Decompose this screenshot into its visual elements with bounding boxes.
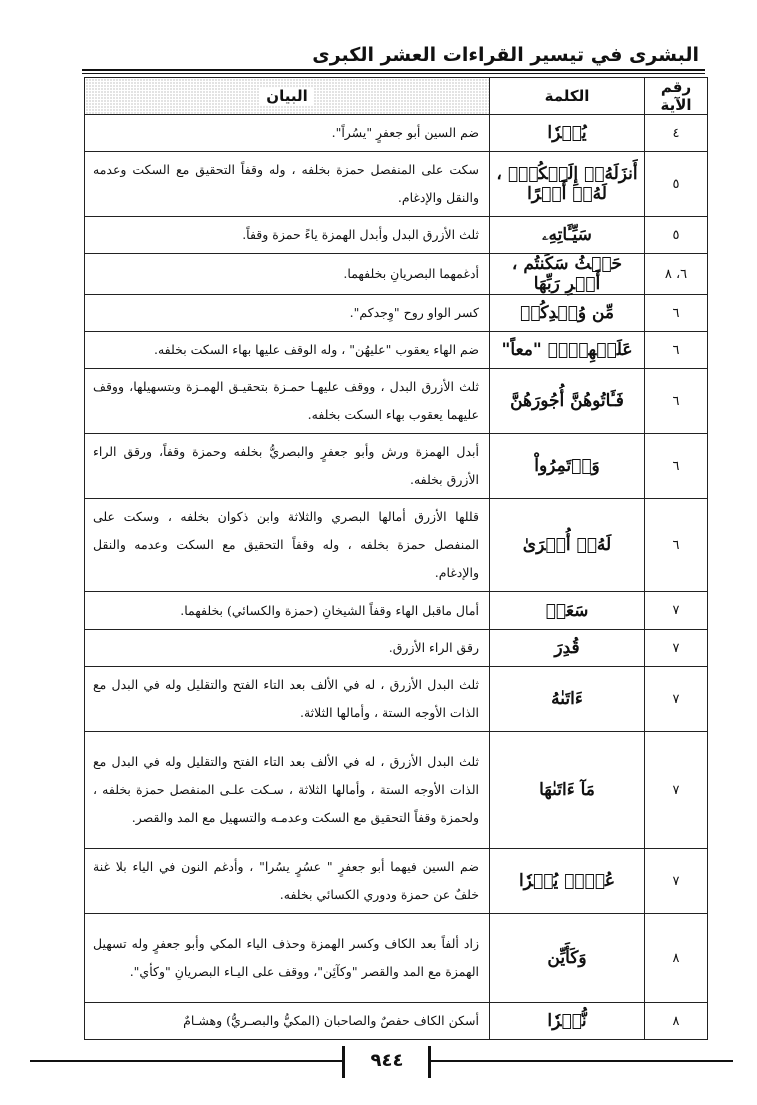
header-rule-thin [82,73,705,74]
column-header-word: الكلمة [490,78,645,115]
ayah-number: ٦ [645,499,708,592]
table-row [85,667,708,732]
quran-word: سَيِّـَٔاتِهِۦ [490,217,645,254]
reading-note: قللها الأزرق أمالها البصري والثلاثة وابن ذكوان بخلفه ، وسكت على المنفصل حمزة بخلفه ، وله وقفاً التحقيق مع السكت وعدمه والنقل والإدغام. [85,499,490,592]
ayah-number: ٤ [645,115,708,152]
header-rule-thick [82,69,705,71]
running-header-title: البشرى في تيسير القراءات العشر الكبرى [312,44,699,66]
table-row [85,254,708,295]
readings-table [84,77,708,1040]
quran-word: عُسۡرٖ يُسۡرٗا [490,849,645,914]
reading-note: كسر الواو روح "وِجدكم". [85,295,490,332]
column-header-ayah: رقم الآية [645,78,708,115]
quran-word: مِّن وُجۡدِكُمۡ [490,295,645,332]
reading-note: ثلث البدل الأزرق ، له في الألف بعد التاء الفتح والتقليل وله في البدل مع الذات الأوجه الستة ، وأمالها الثلاثة ، سـكت علـى المنفصل حمزة بخلفه ، ولحمزة وقفاً التحقيق مع السكت وعدمـه والتسهيل مع المد والقصر. [85,732,490,849]
reading-note: ثلث الأزرق البدل ، ووقف عليهـا حمـزة بتحقيـق الهمـزة وبتسهيلها، ووقف عليهما يعقوب بهاء السكت بخلفه. [85,369,490,434]
reading-note: ثلث الأزرق البدل وأبدل الهمزة ياءً حمزة وقفاً. [85,217,490,254]
quran-word: حَيۡثُ سَكَنتُم ، أَمۡرِ رَبِّهَا [490,254,645,295]
quran-word: عَلَيۡهِنَّۚ "معاً" [490,332,645,369]
table-row [85,434,708,499]
reading-note: ضم السين أبو جعفرٍ "يسُراً". [85,115,490,152]
quran-word: وَأۡتَمِرُواْ [490,434,645,499]
quran-word: نُّكۡرٗا [490,1003,645,1040]
reading-note: رقق الراء الأزرق. [85,630,490,667]
table-row [85,630,708,667]
table-row [85,914,708,1003]
page-number: ٩٤٤ [370,1050,404,1071]
column-header-note [85,78,490,115]
table-row [85,1003,708,1040]
ayah-number: ٦ [645,295,708,332]
reading-note: أبدل الهمزة ورش وأبو جعفرٍ والبصريُّ بخلفه وحمزة وقفاً، ورقق الراء الأزرق بخلفه. [85,434,490,499]
quran-word: مَآ ءَاتَىٰهَا [490,732,645,849]
quran-word: أَنزَلَهُۥٓ إِلَيۡكُمۡۚ ، لَهُۥٓ أَجۡرًا [490,152,645,217]
footer-bar-left [342,1046,345,1078]
quran-word: وَكَأَيِّن [490,914,645,1003]
reading-note: سكت على المنفصل حمزة بخلفه ، وله وقفاً التحقيق مع السكت وعدمه والنقل والإدغام. [85,152,490,217]
footer-rule-right [430,1060,733,1062]
ayah-number: ٧ [645,592,708,630]
reading-note: أسكن الكاف حفصٌ والصاحبان (المكيُّ والبصـريُّ) وهشـامٌ [85,1003,490,1040]
quran-word: سَعَةٖ [490,592,645,630]
ayah-number: ٧ [645,849,708,914]
ayah-number: ٦ [645,434,708,499]
quran-word: قُدِرَ [490,630,645,667]
ayah-number: ٥ [645,152,708,217]
table-row [85,499,708,592]
reading-note: أدغمهما البصريانِ بخلفهما. [85,254,490,295]
table-row [85,592,708,630]
ayah-number: ٦، ٨ [645,254,708,295]
quran-word: يُسۡرٗا [490,115,645,152]
ayah-number: ٥ [645,217,708,254]
footer-rule-left [30,1060,344,1062]
footer-bar-right [428,1046,431,1078]
reading-note: ضم السين فيهما أبو جعفرٍ " عسُرٍ يسُرا" ، وأدغم النون في الياء بلا غنة خلفٌ عن حمزة ودوري الكسائي بخلفه. [85,849,490,914]
table-row [85,217,708,254]
ayah-number: ٧ [645,667,708,732]
table-row [85,152,708,217]
reading-note: زاد ألفاً بعد الكاف وكسر الهمزة وحذف الياء المكي وأبو جعفرٍ وله تسهيل الهمزة مع المد والقصر "وكآئِن"، ووقف على اليـاء البصريانِ "وكأي". [85,914,490,1003]
ayah-number: ٨ [645,914,708,1003]
ayah-number: ٦ [645,332,708,369]
reading-note: أمال ماقبل الهاء وقفاً الشيخانِ (حمزة والكسائي) بخلفهما. [85,592,490,630]
quran-word: ءَاتَىٰهُ [490,667,645,732]
table-row [85,369,708,434]
reading-note: ثلث البدل الأزرق ، له في الألف بعد التاء الفتح والتقليل وله في البدل مع الذات الأوجه الستة ، وأمالها الثلاثة. [85,667,490,732]
table-row [85,732,708,849]
reading-note: ضم الهاء يعقوب "عليهُن" ، وله الوقف عليها بهاء السكت بخلفه. [85,332,490,369]
table-row [85,115,708,152]
ayah-number: ٧ [645,732,708,849]
ayah-number: ٨ [645,1003,708,1040]
quran-word: لَهُۥٓ أُخۡرَىٰ [490,499,645,592]
table-row [85,295,708,332]
table-row [85,849,708,914]
ayah-number: ٧ [645,630,708,667]
table-header-row [85,78,708,115]
table-row [85,332,708,369]
column-header-note-label: البيان [260,87,313,105]
ayah-number: ٦ [645,369,708,434]
quran-word: فَـَٔاتُوهُنَّ أُجُورَهُنَّ [490,369,645,434]
